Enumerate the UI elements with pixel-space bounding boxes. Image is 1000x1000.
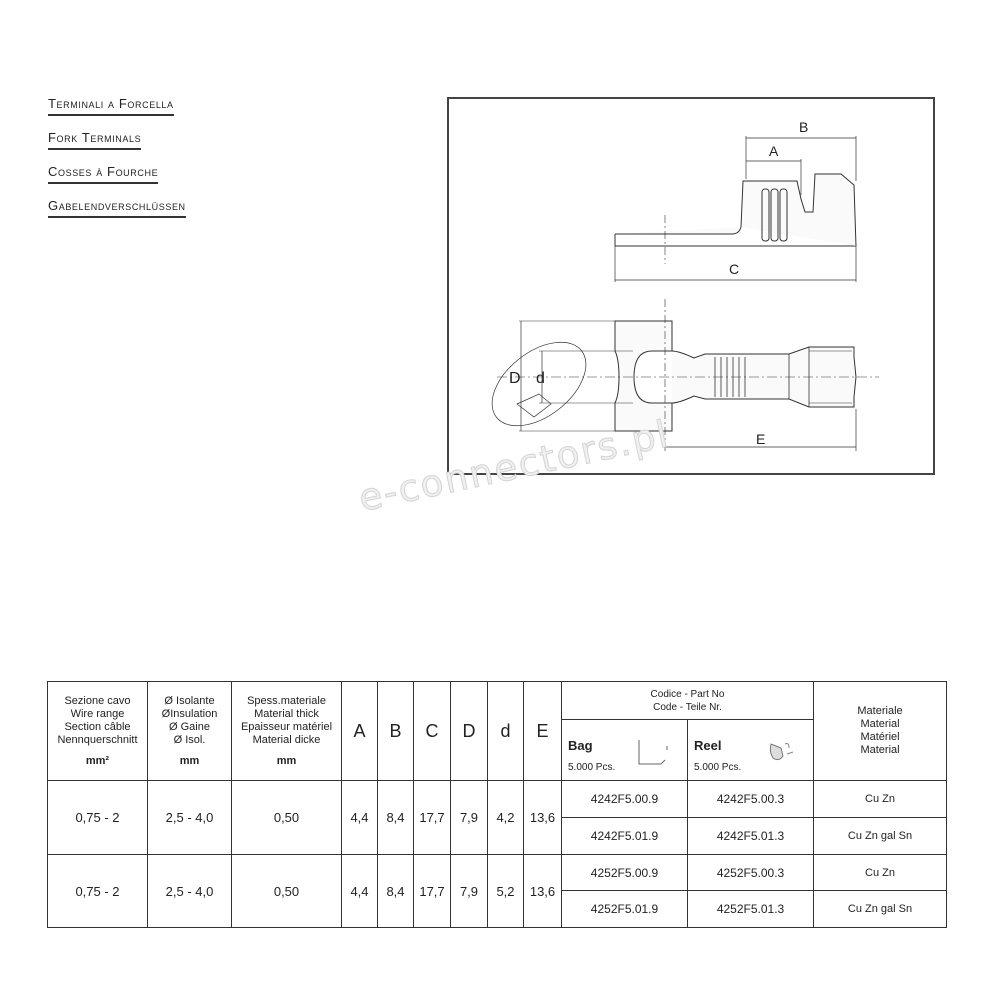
cell-material: Cu Zn gal Sn xyxy=(814,891,947,928)
cell-wire: 0,75 - 2 xyxy=(48,855,148,928)
header-thickness-unit: mm xyxy=(276,755,297,767)
header-wire-range xyxy=(48,682,148,781)
table-row xyxy=(48,855,947,891)
header-thickness-de: Material dicke xyxy=(252,734,321,746)
header-wire-range-de: Nennquerschnitt xyxy=(57,734,138,746)
header-row xyxy=(48,682,947,720)
dim-label-e: E xyxy=(756,431,766,447)
title-english xyxy=(48,130,186,164)
cell-dim-c: 17,7 xyxy=(414,855,451,928)
cell-dim-d-upper: 7,9 xyxy=(451,855,488,928)
header-dim-d-upper: D xyxy=(451,682,488,781)
header-dim-b: B xyxy=(378,682,414,781)
cell-dim-e: 13,6 xyxy=(524,781,562,855)
title-block xyxy=(48,96,186,232)
cell-bag-code: 4252F5.00.9 xyxy=(562,855,688,891)
header-dim-e: E xyxy=(524,682,562,781)
bag-qty: 5.000 Pcs. xyxy=(568,762,616,773)
title-french xyxy=(48,164,186,198)
cell-reel-code: 4252F5.00.3 xyxy=(688,855,814,891)
cell-dim-d-upper: 7,9 xyxy=(451,781,488,855)
title-english-text: Fork Terminals xyxy=(48,130,141,150)
cell-thickness: 0,50 xyxy=(232,855,342,928)
cell-dim-a: 4,4 xyxy=(342,781,378,855)
cell-dim-e: 13,6 xyxy=(524,855,562,928)
cell-reel-code: 4252F5.01.3 xyxy=(688,891,814,928)
technical-drawing xyxy=(447,97,935,475)
header-wire-range-en: Wire range xyxy=(70,708,125,720)
header-part-no-line1: Codice - Part No xyxy=(650,688,725,700)
header-material-en: Material xyxy=(860,718,900,730)
header-wire-unit: mm² xyxy=(85,755,110,767)
dim-label-c: C xyxy=(729,261,740,277)
header-dim-c: C xyxy=(414,682,451,781)
cell-dim-c: 17,7 xyxy=(414,781,451,855)
cell-material: Cu Zn gal Sn xyxy=(814,818,947,855)
title-german-text: Gabelendverschlüssen xyxy=(48,198,186,218)
cell-reel-code: 4242F5.00.3 xyxy=(688,781,814,818)
header-part-no xyxy=(562,682,814,720)
title-italian xyxy=(48,96,186,130)
dim-label-d-upper: D xyxy=(509,370,521,387)
header-material-fr: Matériel xyxy=(860,731,900,743)
cell-dim-d-lower: 5,2 xyxy=(488,855,524,928)
cell-insulation: 2,5 - 4,0 xyxy=(148,855,232,928)
header-insulation-de: Ø Isol. xyxy=(173,734,206,746)
title-french-text: Cosses à Fourche xyxy=(48,164,158,184)
header-material-it: Materiale xyxy=(857,705,903,717)
cell-material: Cu Zn xyxy=(814,855,947,891)
header-wire-range-it: Sezione cavo xyxy=(64,695,131,707)
reel-label: Reel xyxy=(694,738,722,753)
bag-label: Bag xyxy=(568,738,593,753)
header-insulation-it: Ø Isolante xyxy=(164,695,215,707)
title-german xyxy=(48,198,186,232)
header-reel xyxy=(688,720,814,781)
header-insulation xyxy=(148,682,232,781)
cell-dim-b: 8,4 xyxy=(378,855,414,928)
drawing-svg xyxy=(449,99,933,473)
table-row xyxy=(48,781,947,818)
cell-dim-b: 8,4 xyxy=(378,781,414,855)
cell-dim-d-lower: 4,2 xyxy=(488,781,524,855)
dim-label-a: A xyxy=(769,143,779,159)
header-insulation-fr: Ø Gaine xyxy=(169,721,210,733)
header-thickness-it: Spess.materiale xyxy=(247,695,326,707)
header-part-no-line2: Code - Teile Nr. xyxy=(653,701,722,713)
cell-dim-a: 4,4 xyxy=(342,855,378,928)
cell-reel-code: 4242F5.01.3 xyxy=(688,818,814,855)
reel-icon xyxy=(765,736,801,768)
cell-bag-code: 4252F5.01.9 xyxy=(562,891,688,928)
cell-bag-code: 4242F5.00.9 xyxy=(562,781,688,818)
header-thickness xyxy=(232,682,342,781)
cell-bag-code: 4242F5.01.9 xyxy=(562,818,688,855)
bag-icon xyxy=(635,736,675,768)
watermark: e-connectors.pl xyxy=(355,412,674,521)
dim-label-d-lower: d xyxy=(536,370,545,387)
cell-material: Cu Zn xyxy=(814,781,947,818)
title-italian-text: Terminali a Forcella xyxy=(48,96,174,116)
reel-qty: 5.000 Pcs. xyxy=(694,762,742,773)
header-insulation-en: ØInsulation xyxy=(161,708,218,720)
cell-wire: 0,75 - 2 xyxy=(48,781,148,855)
header-bag xyxy=(562,720,688,781)
header-thickness-fr: Epaisseur matériel xyxy=(240,721,333,733)
cell-insulation: 2,5 - 4,0 xyxy=(148,781,232,855)
header-material-de: Material xyxy=(860,744,900,756)
header-dim-d-lower: d xyxy=(488,682,524,781)
dim-label-b: B xyxy=(799,119,809,135)
header-thickness-en: Material thick xyxy=(254,708,319,720)
cell-thickness: 0,50 xyxy=(232,781,342,855)
header-dim-a: A xyxy=(342,682,378,781)
spec-table xyxy=(47,681,947,928)
header-material xyxy=(814,682,947,781)
header-insulation-unit: mm xyxy=(179,755,200,767)
header-wire-range-fr: Section câble xyxy=(64,721,131,733)
